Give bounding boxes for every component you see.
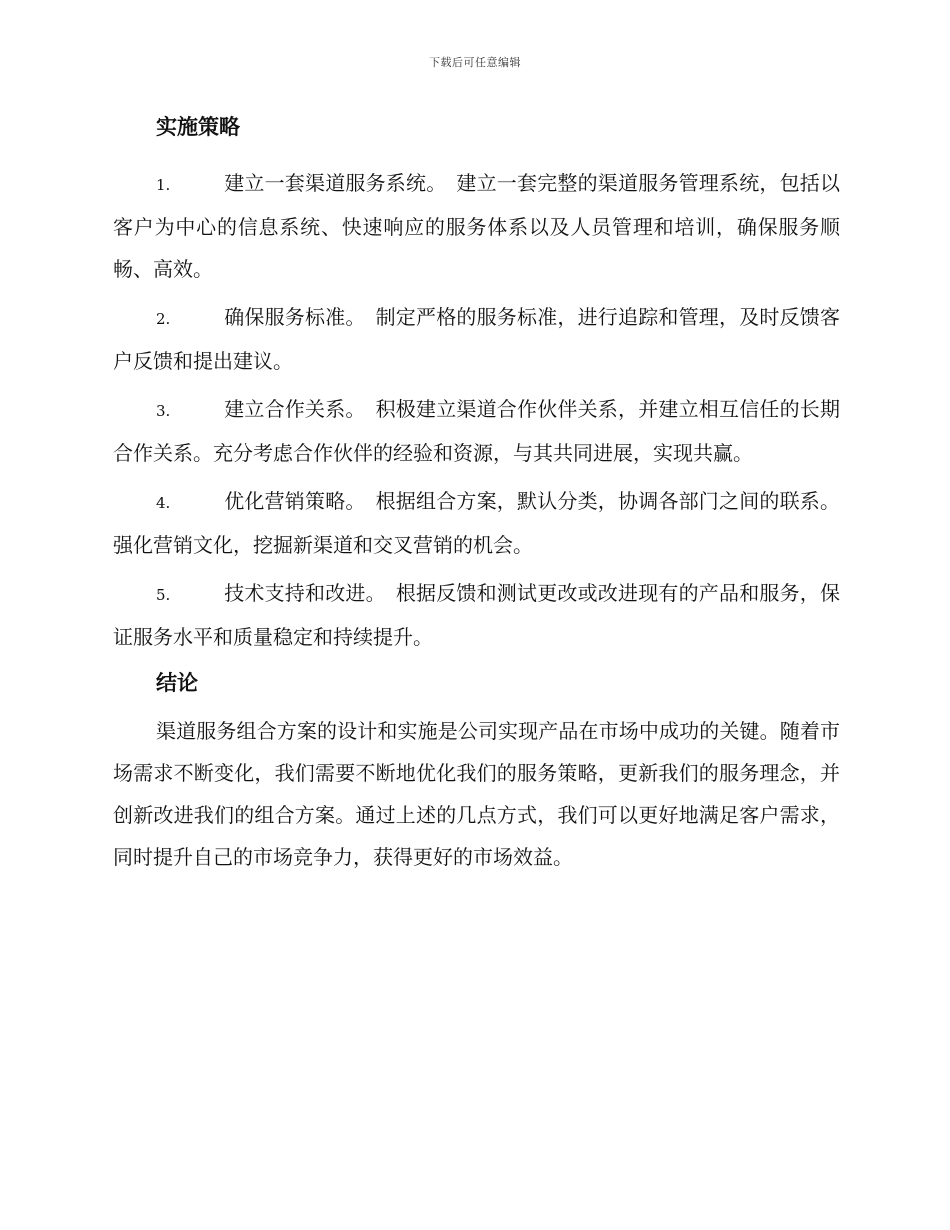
item-text: 制定严格的服务标准，进行追踪和管理，及时反馈客户反馈和提出建议。 <box>113 305 841 373</box>
item-title: 确保服务标准。 <box>224 305 366 329</box>
strategy-item-5 <box>113 572 840 658</box>
item-number: 3. <box>156 402 171 420</box>
item-number: 2. <box>156 310 171 328</box>
item-title: 建立一套渠道服务系统。 <box>224 171 447 195</box>
strategy-item-1 <box>113 162 840 290</box>
item-text: 根据反馈和测试更改或改进现有的产品和服务，保证服务水平和质量稳定和持续提升。 <box>113 581 841 649</box>
conclusion-paragraph: 渠道服务组合方案的设计和实施是公司实现产品在市场中成功的关键。随着市场需求不断变化，我们需要不断地优化我们的服务策略，更新我们的服务理念，并创新改进我们的组合方案。通过上述的几点方式，我们可以更好地满足客户需求，同时提升自己的市场竞争力，获得更好的市场效益。 <box>113 719 840 869</box>
header-note: 下载后可任意编辑 <box>429 56 521 69</box>
item-number: 4. <box>156 494 171 512</box>
strategy-item-4 <box>113 480 840 566</box>
item-text: 建立一套完整的渠道服务管理系统，包括以客户为中心的信息系统、快速响应的服务体系以及人员管理和培训，确保服务顺畅、高效。 <box>113 171 841 281</box>
strategy-item-2 <box>113 296 840 382</box>
strategy-item-3 <box>113 388 840 474</box>
item-text: 根据组合方案，默认分类，协调各部门之间的联系。强化营销文化，挖掘新渠道和交叉营销的机会。 <box>113 489 841 557</box>
item-title: 优化营销策略。 <box>224 489 366 513</box>
document-body <box>113 110 840 878</box>
item-title: 技术支持和改进。 <box>224 581 386 605</box>
item-number: 5. <box>156 586 171 604</box>
item-title: 建立合作关系。 <box>224 397 366 421</box>
item-text: 积极建立渠道合作伙伴关系，并建立相互信任的长期合作关系。充分考虑合作伙伴的经验和资源，与其共同进展，实现共赢。 <box>113 397 841 465</box>
conclusion-heading: 结论 <box>156 671 198 695</box>
item-number: 1. <box>156 176 171 194</box>
strategy-heading: 实施策略 <box>156 115 240 139</box>
